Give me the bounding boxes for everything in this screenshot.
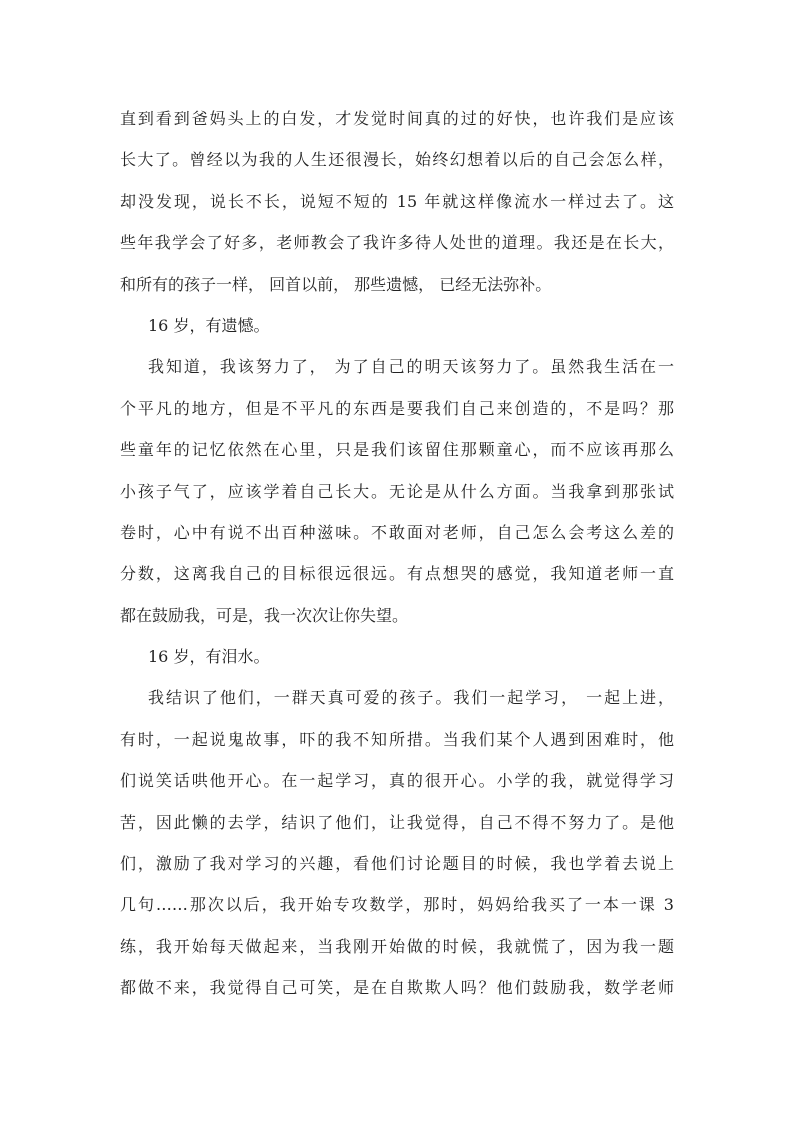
text-line: 16 岁，有泪水。 — [148, 647, 270, 667]
text-line: 卷时，心中有说不出百种滋味。不敢面对老师，自己怎么会考这么差的 — [120, 522, 674, 542]
text-line: 有时，一起说鬼故事，吓的我不知所措。当我们某个人遇到困难时，他 — [120, 729, 674, 749]
text-line: 些年我学会了好多，老师教会了我许多待人处世的道理。我还是在长大， — [120, 233, 674, 253]
text-line: 个平凡的地方，但是不平凡的东西是要我们自己来创造的，不是吗？那 — [120, 398, 674, 418]
text-line: 苦，因此懒的去学，结识了他们，让我觉得，自己不得不努力了。是他 — [120, 812, 674, 832]
text-line: 都做不来，我觉得自己可笑，是在自欺欺人吗？他们鼓励我，数学老师 — [120, 978, 674, 998]
text-line: 们，激励了我对学习的兴趣，看他们讨论题目的时候，我也学着去说上 — [120, 854, 674, 874]
text-line: 分数，这离我自己的目标很远很远。有点想哭的感觉，我知道老师一直 — [120, 564, 674, 584]
text-line: 些童年的记忆依然在心里，只是我们该留住那颗童心，而不应该再那么 — [120, 440, 674, 460]
text-line: 直到看到爸妈头上的白发，才发觉时间真的过的好快，也许我们是应该 — [120, 109, 674, 128]
text-line: 却没发现，说长不长，说短不短的 15 年就这样像流水一样过去了。这 — [120, 191, 674, 211]
text-line: 几句……那次以后，我开始专攻数学，那时，妈妈给我买了一本一课 3 — [120, 895, 674, 915]
essay-body — [120, 98, 674, 1009]
text-line: 16 岁，有遗憾。 — [148, 315, 270, 335]
text-line: 和所有的孩子一样， 回首以前， 那些遗憾， 已经无法弥补。 — [120, 274, 552, 294]
text-line: 我知道，我该努力了， 为了自己的明天该努力了。虽然我生活在一 — [148, 357, 674, 377]
text-line: 我结识了他们，一群天真可爱的孩子。我们一起学习， 一起上进， — [148, 688, 674, 708]
text-line: 都在鼓励我，可是，我一次次让你失望。 — [120, 605, 409, 625]
text-line: 小孩子气了，应该学着自己长大。无论是从什么方面。当我拿到那张试 — [120, 481, 674, 501]
text-line: 长大了。曾经以为我的人生还很漫长，始终幻想着以后的自己会怎么样， — [120, 150, 674, 170]
text-line: 们说笑话哄他开心。在一起学习，真的很开心。小学的我，就觉得学习 — [120, 771, 674, 791]
text-line: 练，我开始每天做起来，当我刚开始做的时候，我就慌了，因为我一题 — [120, 936, 674, 956]
